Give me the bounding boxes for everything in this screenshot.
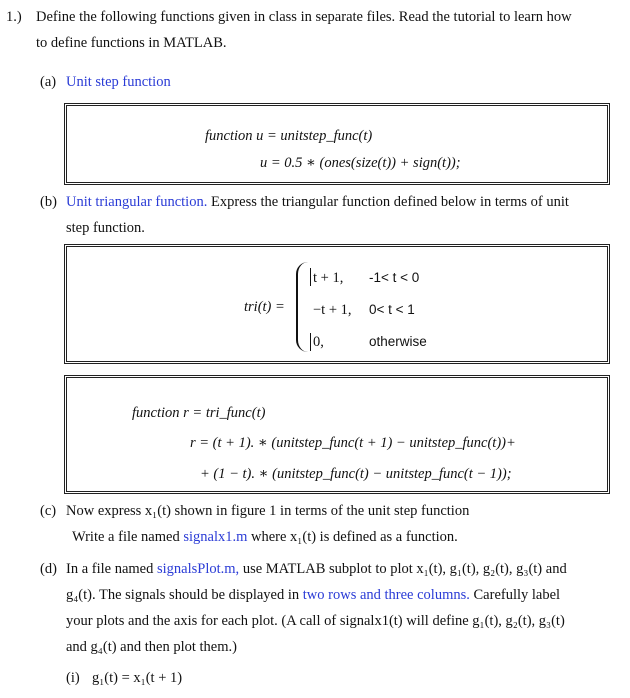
case-3-expr: 0, [313,334,324,350]
tri-code-line1: function r = tri_func(t) [132,405,266,421]
problem-intro-line2: to define functions in MATLAB. [36,35,227,51]
part-c-line2-pre: Write a file named [72,529,180,545]
part-d-label: (d) [40,561,57,577]
part-c-line2 [72,529,458,546]
case-1-cond: -1< t < 0 [369,270,420,285]
part-b-desc-line2: step function. [66,220,145,236]
part-a-code-line1: function u = unitstep_func(t) [205,128,373,144]
tri-lhs: tri(t) = [244,299,285,315]
case-1-expr: t + 1, [313,270,344,286]
part-d-line2-pre: g₄(t). The signals should be displayed in [66,587,300,603]
cases-brace-tip [286,301,298,313]
tri-code-line2: r = (t + 1). ∗ (unitstep_func(t + 1) − unitstep_func(t))+ [190,435,516,451]
part-d-line1 [66,561,567,578]
part-b-desc-rest: Express the triangular function defined below in terms of unit [210,194,569,210]
part-d-line3: your plots and the axis for each plot. (A call of signalx1(t) will define g₁(t), g₂(t), g₃(t) [66,613,565,629]
problem-intro-line1: Define the following functions given in class in separate files. Read the tutorial to learn how [36,9,572,25]
part-a-label: (a) [40,74,57,90]
part-a-code-line2: u = 0.5 ∗ (ones(size(t)) + sign(t)); [260,155,461,171]
sub-i-label: (i) [66,670,80,686]
file-link-signalx1[interactable]: signalx1.m [183,529,248,545]
part-d-line2 [66,587,560,604]
sub-i-expr: g₁(t) = x₁(t + 1) [92,670,183,686]
part-d-line1-pre: In a file named [66,561,154,577]
text-cursor-2 [310,333,311,351]
case-2-cond: 0< t < 1 [369,302,415,317]
part-c-line1: Now express x₁(t) shown in figure 1 in terms of the unit step function [66,503,470,519]
part-b-desc-line1 [66,194,569,211]
tri-code-line3: + (1 − t). ∗ (unitstep_func(t) − unitstep_func(t − 1)); [200,466,512,482]
part-b-title: Unit triangular function. [66,194,208,210]
part-d-line1-post: use MATLAB subplot to plot x₁(t), g₁(t), g₂(t), g₃(t) and [242,561,567,577]
file-link-signalsplot[interactable]: signalsPlot.m, [157,561,240,577]
part-d-layout-highlight: two rows and three columns. [302,587,470,603]
case-3-cond: otherwise [369,334,427,349]
text-cursor-1 [310,268,311,286]
part-c-label: (c) [40,503,57,519]
part-b-label: (b) [40,194,57,210]
part-d-line4: and g₄(t) and then plot them.) [66,639,237,655]
part-d-line2-post: Carefully label [473,587,561,603]
part-a-title: Unit step function [66,74,171,90]
problem-number: 1.) [6,9,22,25]
case-2-expr: −t + 1, [313,302,352,318]
part-c-line2-post: where x₁(t) is defined as a function. [251,529,458,545]
